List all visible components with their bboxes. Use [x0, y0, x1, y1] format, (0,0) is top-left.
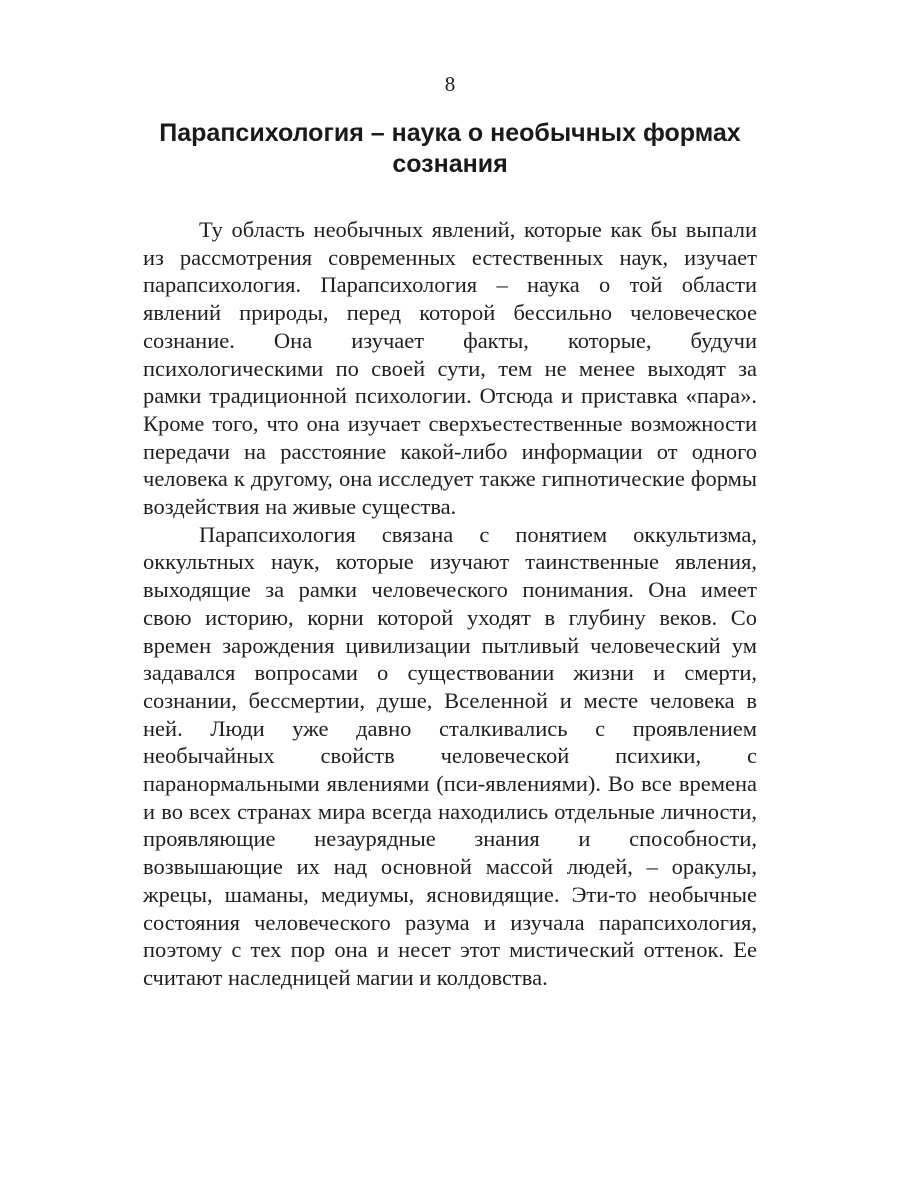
chapter-title: Парапсихология – наука о необычных формах сознания [159, 119, 741, 178]
paragraph-1: Ту область необычных явлений, которые как бы выпали из рассмотрения современных естественных наук, изучает парапсихология. Парапсихология – наука о той области явлений природы, перед которой бессильно человеческое сознание. Она изучает факты, которые, будучи психологическими по своей сути, тем не менее выходят за рамки традиционной психологии. Отсюда и приставка «пара». Кроме того, что она изучает сверхъестественные возможности передачи на расстояние какой-либо информации от одного человека к другому, она исследует также гипнотические формы воздействия на живые существа. [143, 217, 757, 520]
page-number: 8 [444, 72, 456, 96]
body-text [143, 216, 757, 992]
paragraph-2: Парапсихология связана с понятием оккультизма, оккультных наук, которые изучают таинственные явления, выходящие за рамки человеческого понимания. Она имеет свою историю, корни которой уходят в глубину веков. Со времен зарождения цивилизации пытливый человеческий ум задавался вопросами о существовании жизни и смерти, сознании, бессмертии, душе, Вселенной и месте человека в ней. Люди уже давно сталкивались с проявлением необычайных свойств человеческой психики, с паранормальными явлениями (пси-явлениями). Во все времена и во всех странах мира всегда находились отдельные личности, проявляющие незаурядные знания и способности, возвышающие их над основной массой людей, – оракулы, жрецы, шаманы, медиумы, ясновидящие. Эти-то необычные состояния человеческого разума и изучала парапсихология, поэтому с тех пор она и несет этот мистический оттенок. Ее считают наследницей магии и колдовства. [143, 521, 757, 990]
